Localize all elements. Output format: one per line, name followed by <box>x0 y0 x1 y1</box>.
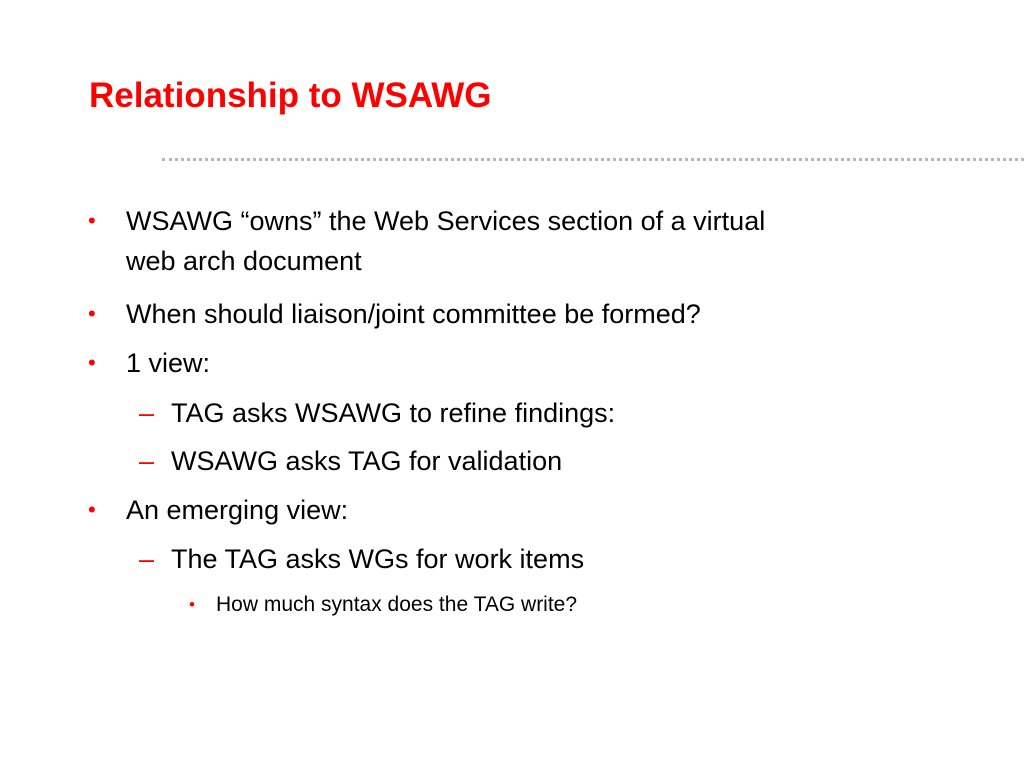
bullet-marker: • <box>189 595 195 614</box>
bullet-text: The TAG asks WGs for work items <box>171 544 585 574</box>
bullet-item <box>88 201 766 281</box>
bullet-text: When should liaison/joint committee be formed? <box>126 299 701 329</box>
bullet-text: TAG asks WSAWG to refine findings: <box>171 398 616 428</box>
bullet-item <box>88 343 211 383</box>
bullet-item <box>88 490 349 530</box>
bullet-text-line: web arch document <box>126 246 362 276</box>
bullet-text: How much syntax does the TAG write? <box>216 593 578 616</box>
bullet-marker: • <box>88 497 96 522</box>
bullet-marker: • <box>88 301 96 326</box>
dash-marker: – <box>139 446 155 476</box>
bullet-marker: • <box>88 350 96 375</box>
bullet-text: WSAWG asks TAG for validation <box>171 446 563 476</box>
bullet-text-line: WSAWG “owns” the Web Services section of a virtual <box>126 206 766 236</box>
sub-bullet-item <box>139 441 563 481</box>
slide-title: Relationship to WSAWG <box>89 76 492 115</box>
bullet-text: An emerging view: <box>126 495 349 525</box>
sub-bullet-item <box>139 393 616 433</box>
bullet-marker: • <box>88 208 96 233</box>
bullet-item <box>88 294 701 334</box>
dash-marker: – <box>139 398 155 428</box>
sub-bullet-item <box>139 539 585 579</box>
dash-marker: – <box>139 544 155 574</box>
sub-sub-bullet-item <box>189 590 578 620</box>
bullet-text: 1 view: <box>126 348 211 378</box>
